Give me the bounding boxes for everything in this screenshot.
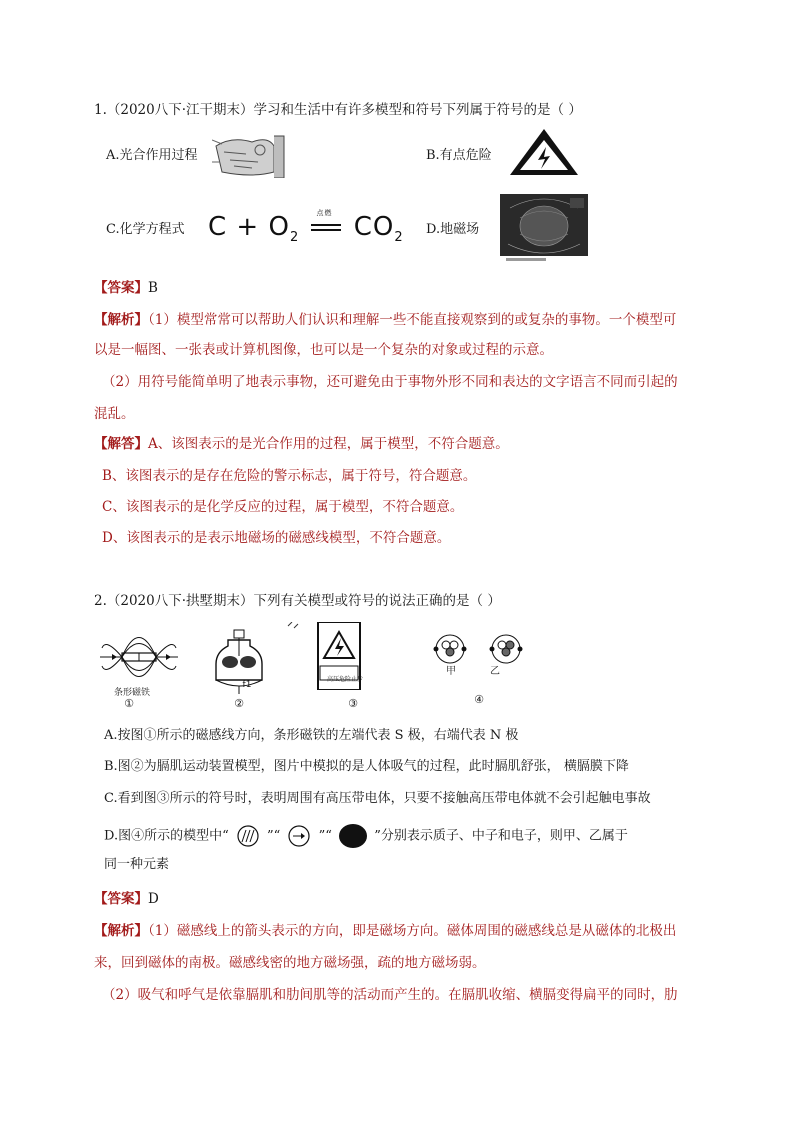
proton-symbol-icon [233, 824, 263, 848]
q2-analysis-line1 [94, 921, 676, 941]
q2-answer-tag: 【答案】 [94, 891, 148, 907]
chemical-equation [208, 209, 404, 246]
q1-answer [94, 278, 158, 298]
q1-option-d: D.地磁场 [426, 222, 480, 237]
bell-jar-diaphragm-model [210, 628, 268, 694]
equation-reactants: C + O [208, 212, 290, 242]
fig4-label: ④ [474, 693, 484, 706]
q1-solution-a: A、该图表示的是光合作用的过程，属于模型，不符合题意。 [148, 436, 509, 452]
q1-solution-c: C、该图表示的是化学反应的过程，属于模型，不符合题意。 [102, 499, 464, 515]
q2-analysis-text-2a: （2）吸气和呼气是依靠膈肌和肋间肌等的活动而产生的。在膈肌收缩、横膈变得扁平的同时，肋 [102, 987, 678, 1003]
fig3-label: ③ [348, 697, 358, 710]
q1-analysis-text-2b: 混乱。 [94, 406, 135, 422]
q1-stem: 1.（2020八下·江干期末）学习和生活中有许多模型和符号下列属于符号的是（ ） [94, 102, 582, 118]
q1-answer-value: B [148, 280, 158, 296]
q2-option-d-prefix: D.图④所示的模型中“ [104, 828, 229, 844]
q1-analysis-tag: 【解析】 [94, 312, 148, 328]
q1-solution-tag: 【解答】 [94, 436, 148, 452]
q2-analysis-tag: 【解析】 [94, 923, 148, 939]
q2-analysis-text-1a: （1）磁感线上的箭头表示的方向，即是磁场方向。磁体周围的磁感线总是从磁体的北极出 [148, 923, 677, 939]
fig4-jia: 甲 [446, 666, 456, 677]
q2-option-c: C.看到图③所示的符号时，表明周围有高压带电体，只要不接触高压带电体就不会引起触电事故 [104, 791, 651, 806]
fig1-caption: 条形磁铁 [113, 688, 150, 698]
equation-subscript-2: 2 [394, 230, 404, 246]
q2-option-a: A.按图①所示的磁感线方向，条形磁铁的左端代表 S 极，右端代表 N 极 [104, 728, 519, 743]
fig4-yi: 乙 [490, 666, 500, 677]
q1-analysis-line1 [94, 310, 676, 330]
q2-option-b: B.图②为膈肌运动装置模型，图片中模拟的是人体吸气的过程，此时膈肌舒张， 横膈膜下降 [104, 759, 629, 774]
electron-symbol-icon [336, 822, 370, 850]
equation-product: CO [353, 212, 395, 242]
q1-option-b: B.有点危险 [426, 148, 492, 163]
q2-stem: 2.（2020八下·拱墅期末）下列有关模型或符号的说法正确的是（ ） [94, 593, 501, 609]
q1-option-a: A.光合作用过程 [106, 148, 198, 163]
q2-option-d-suffix: ”分别表示质子、中子和电子，则甲、乙属于 [374, 828, 628, 844]
fig2-label: ② [234, 697, 244, 710]
geomagnetic-field-image [500, 194, 588, 264]
q1-option-c: C.化学方程式 [106, 222, 185, 237]
equation-subscript-1: 2 [289, 230, 300, 246]
document-page: 1.（2020八下·江干期末）学习和生活中有许多模型和符号下列属于符号的是（ ） A.光合作用过程 B.有点危险 C.化学方程式 $C + O_2$ 点燃 $CO_2$ D.地磁场 【答案】B 【解析】（1）模型常常可以帮助人们认识和理解一些不能直接观察到的或复杂的事物。一个模型可 以是一幅图、一张表或计算机图像，也可以是一个复杂的对象或过程的示意。 （2）用符号能简单明了地表示事物，还可避免由于事物外形不同和表达的文字语言不同而引起的 混乱。 【解答】A、该图表示的是光合作用的过程，属于模型，不符合题意。 B、该图表示的是存在危险的警示标志，属于符号，符合题意。 C、该图表示的是化学反应的过程，属于模型，不符合题意。 D、该图表示的是表示地磁场的磁感线模型，不符合题意。 2.（2020八下·拱墅期末）下列有关模型或符号的说法正确的是（ ） 条形磁铁 ① f1 ② 高压危险止步 ③ 甲 乙 ④ A.按图①所示的磁感线方向，条形磁铁的左端代表 S 极，右端代表 N 极 B.图②为膈肌运动装置模型，图片中模拟的是人体吸气的过程，此时膈肌舒张， 横膈膜下降 C.看到图③所示的符号时，表明周围有高压带电体，只要不接触高压带电体就不会引起触电事故 D.图④所示的模型中“ ”“ ”“ ”分别表示质子、中子和电子，则甲、乙属于 同一种元素 【答案】D 【解析】（1）磁感线上的箭头表示的方向，即是磁场方向。磁体周围的磁感线总是从磁体的北极出 来，回到磁体的南极。磁感线密的地方磁场强，疏的地方磁场弱。 （2）吸气和呼气是依靠膈肌和肋间肌等的活动而产生的。在膈肌收缩、横膈变得扁平的同时，肋 [94, 102, 678, 1003]
atomic-model-diagram [426, 632, 536, 666]
bar-magnet-field-lines-diagram [100, 628, 178, 688]
q1-solution-b: B、该图表示的是存在危险的警示标志，属于符号，符合题意。 [102, 468, 477, 484]
q1-solution-line1 [94, 434, 509, 454]
equation-condition: 点燃 [316, 209, 333, 217]
q2-answer [94, 889, 159, 909]
q1-answer-tag: 【答案】 [94, 280, 148, 296]
q2-analysis-text-1b: 来，回到磁体的南极。磁感线密的地方磁场强，疏的地方磁场弱。 [94, 955, 486, 971]
warning-triangle-icon [508, 127, 580, 177]
q2-option-d-quote-2: ”“ [318, 828, 332, 844]
photosynthesis-diagram [212, 132, 292, 178]
q2-option-d [104, 822, 628, 850]
neutron-symbol-icon [284, 824, 314, 848]
q2-option-d-line2: 同一种元素 [104, 857, 170, 872]
fig3-sign-text: 高压危险止步 [326, 676, 363, 683]
q1-analysis-text-1b: 以是一幅图、一张表或计算机图像，也可以是一个复杂的对象或过程的示意。 [94, 342, 553, 358]
q2-answer-value: D [148, 891, 159, 907]
q2-option-d-quote-1: ”“ [267, 828, 281, 844]
q1-analysis-text-1a: （1）模型常常可以帮助人们认识和理解一些不能直接观察到的或复杂的事物。一个模型可 [148, 312, 677, 328]
q1-solution-d: D、该图表示的是表示地磁场的磁感线模型，不符合题意。 [102, 530, 451, 546]
fig1-label: ① [124, 697, 134, 710]
q1-analysis-text-2a: （2）用符号能简单明了地表示事物，还可避免由于事物外形不同和表达的文字语言不同而引起的 [102, 374, 678, 390]
